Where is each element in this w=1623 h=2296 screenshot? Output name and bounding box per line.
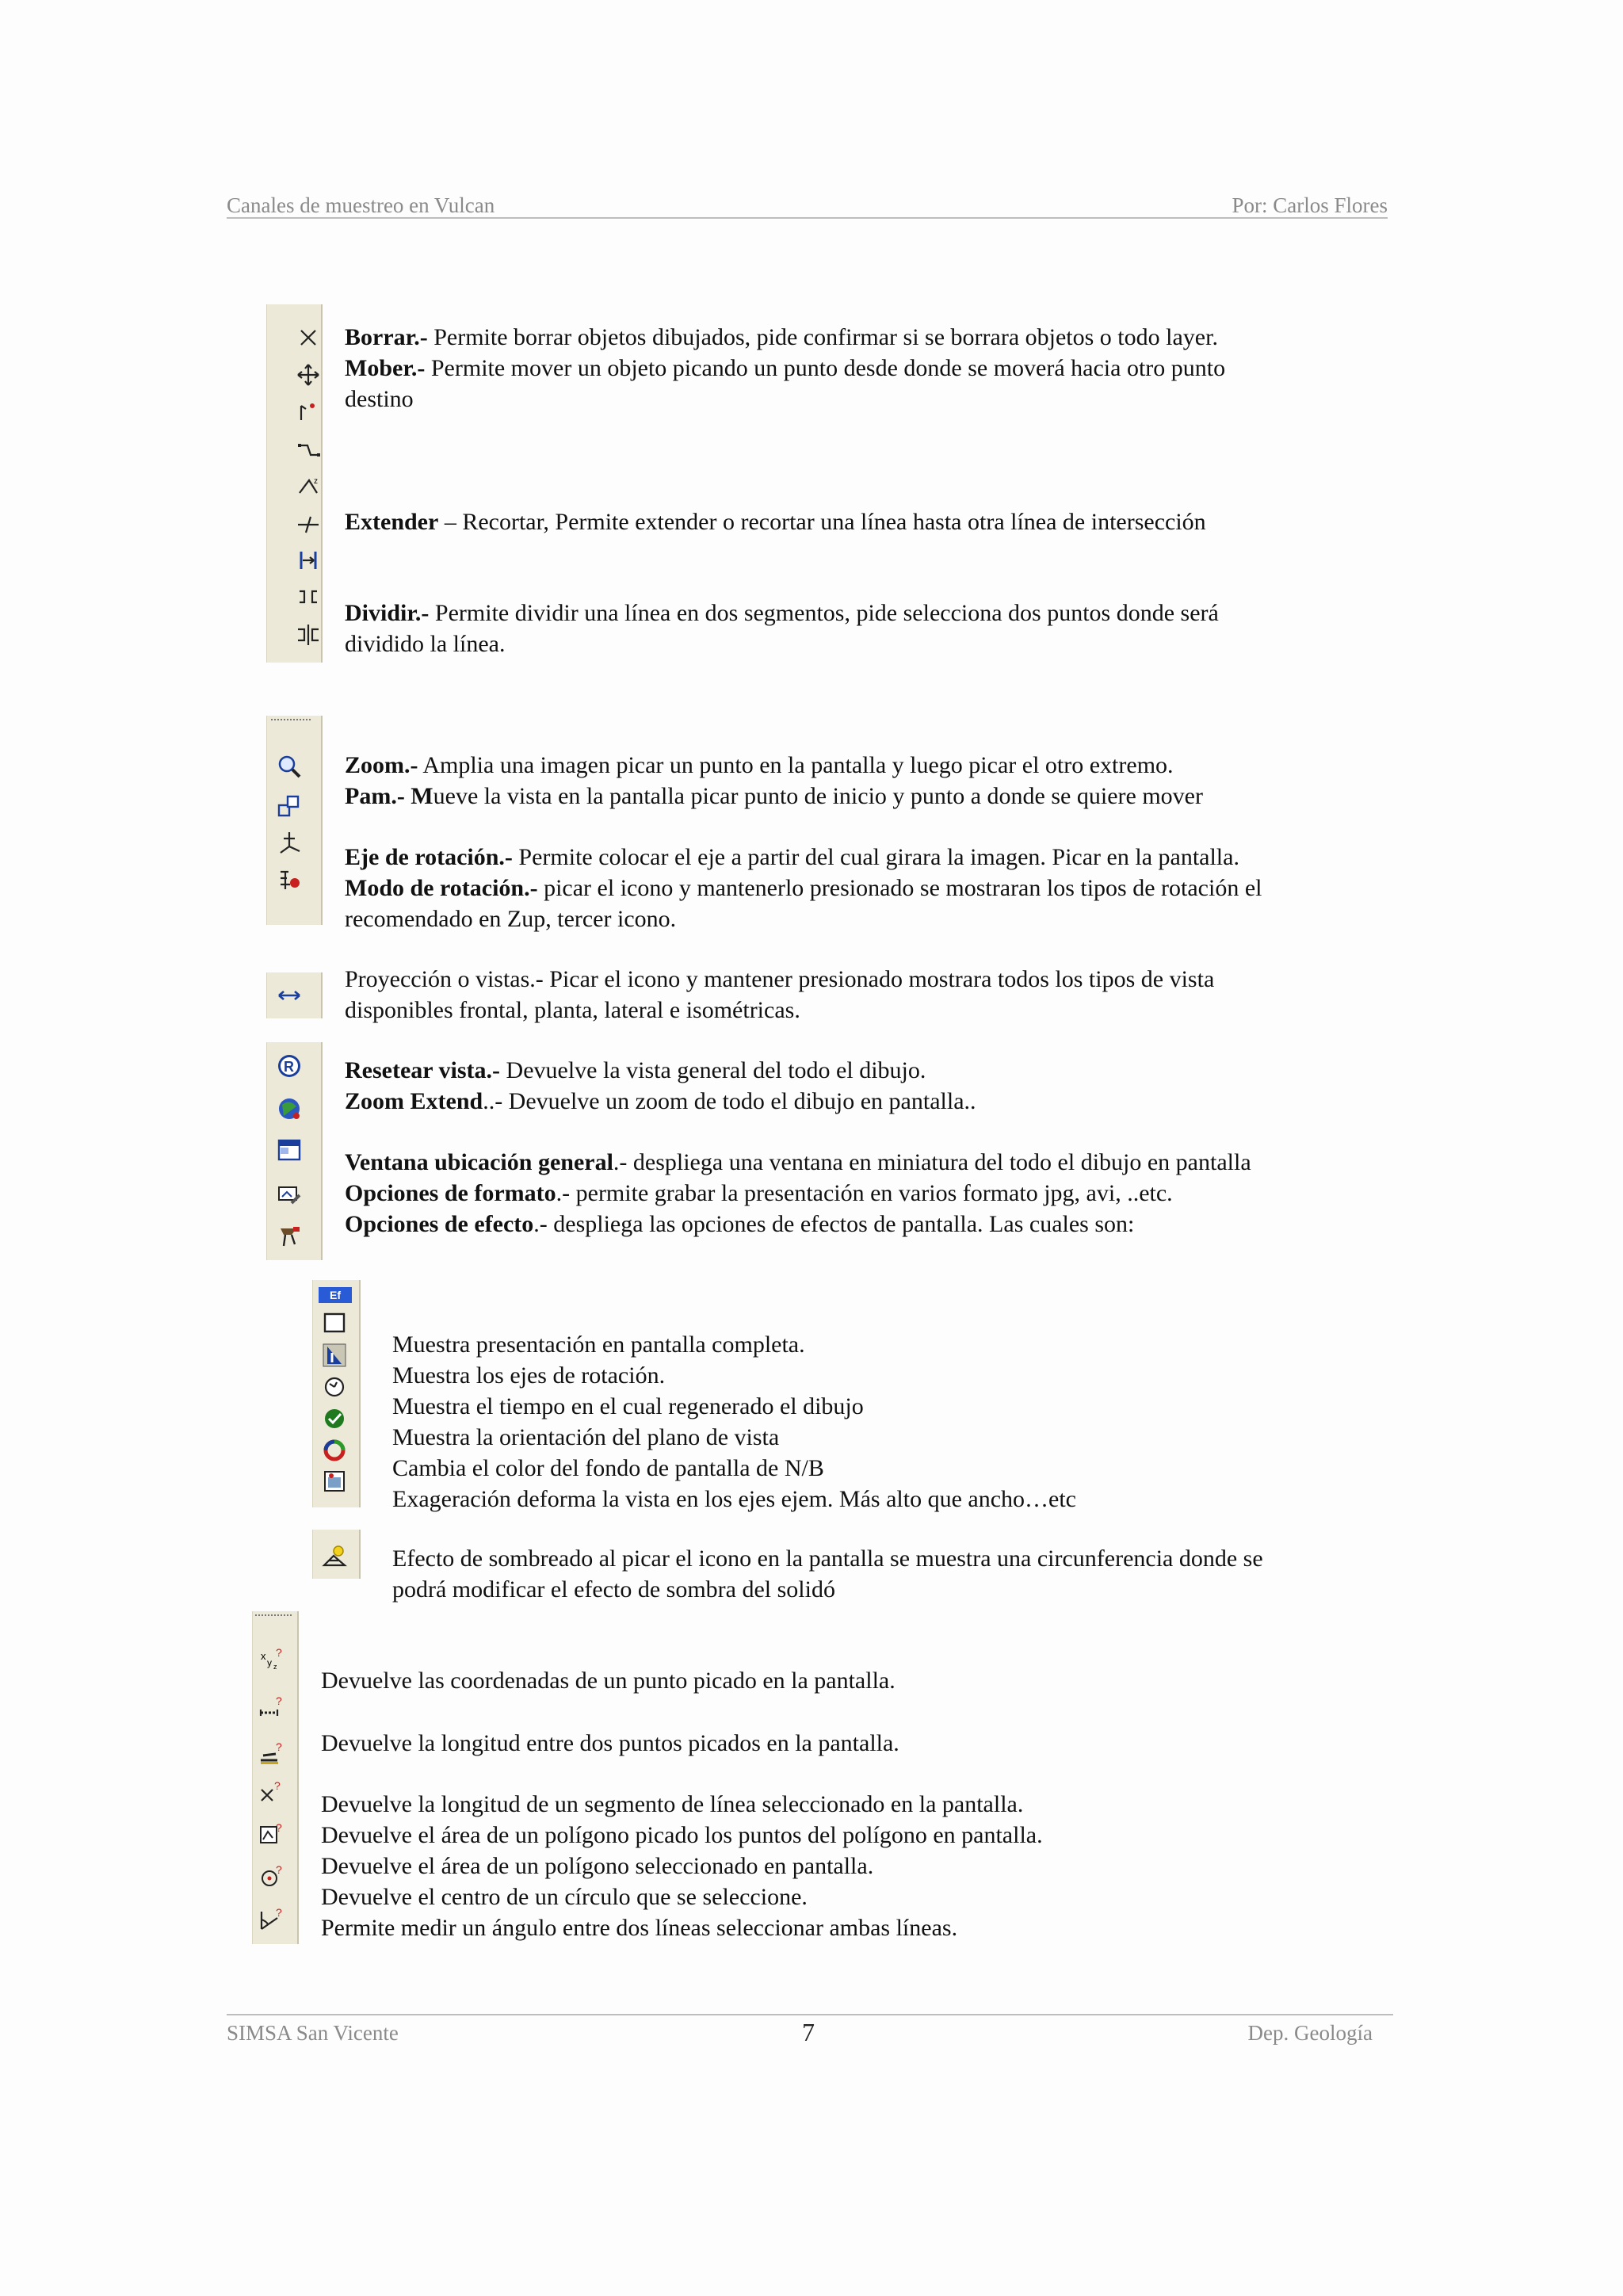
measure-line: Devuelve el centro de un círculo que se seleccione.: [321, 1884, 808, 1910]
shade-line: Efecto de sombreado al picar el icono en la pantalla se muestra una circunferencia donde se: [392, 1545, 1263, 1572]
extend-icon[interactable]: [295, 509, 322, 536]
edit-line: [345, 322, 1218, 353]
view-line: [345, 842, 1239, 873]
svg-text:?: ?: [276, 1906, 282, 1919]
segment-icon[interactable]: [295, 436, 322, 463]
footer-left: SIMSA San Vicente: [227, 2021, 399, 2045]
edit-line: [345, 598, 1219, 628]
break-icon[interactable]: [295, 583, 322, 610]
svg-text:?: ?: [276, 1863, 282, 1876]
reset-line: [345, 1178, 1173, 1209]
delete-icon[interactable]: [295, 324, 322, 351]
rotation-axis-icon[interactable]: [276, 829, 303, 856]
edit-description: Permite mover un objeto picando un punto desde donde se moverá hacia otro punto: [425, 355, 1226, 381]
reset-description: Devuelve la vista general del todo el dibujo.: [500, 1057, 926, 1083]
reset-line: [345, 1147, 1251, 1178]
svg-text:x: x: [261, 1650, 266, 1662]
measure-line: Permite medir un ángulo entre dos líneas seleccionar ambas líneas.: [321, 1915, 958, 1941]
measure-angle-icon[interactable]: [258, 1905, 285, 1932]
timer-icon[interactable]: [321, 1373, 348, 1400]
view-line: [345, 781, 1203, 812]
footer-rule: [227, 2014, 1393, 2015]
zoom-icon[interactable]: [276, 753, 303, 780]
reset-description: .- despliega una ventana en miniatura del todo el dibujo en pantalla: [613, 1149, 1251, 1175]
reset-term: Resetear vista.-: [345, 1057, 501, 1083]
effects-line: Muestra el tiempo en el cual regenerado el dibujo: [392, 1393, 864, 1419]
svg-text:?: ?: [276, 1740, 282, 1753]
view-line: [345, 904, 676, 934]
effects-line: Exageración deforma la vista en los ejes ejem. Más alto que ancho…etc: [392, 1486, 1076, 1512]
pan-icon[interactable]: [276, 793, 303, 819]
page-number: 7: [802, 2018, 815, 2046]
measure-line: Devuelve la longitud de un segmento de línea seleccionado en la pantalla.: [321, 1791, 1024, 1817]
edit-description: – Recortar, Permite extender o recortar una línea hasta otra línea de intersección: [438, 509, 1206, 535]
edit-line: [345, 506, 1206, 537]
move-icon[interactable]: [295, 361, 322, 388]
measure-line: Devuelve las coordenadas de un punto picado en la pantalla.: [321, 1668, 896, 1694]
orientation-icon[interactable]: [321, 1405, 348, 1432]
measure-line: Devuelve el área de un polígono seleccionado en pantalla.: [321, 1853, 874, 1879]
measure-toolbar-grip[interactable]: [255, 1614, 292, 1622]
svg-text:?: ?: [276, 1821, 282, 1834]
rotation-mode-icon[interactable]: [276, 867, 303, 894]
edit-term: Mober.-: [345, 355, 426, 381]
segment-length-icon[interactable]: [258, 1740, 285, 1767]
header-rule: [227, 217, 1388, 219]
edit-description: destino: [345, 386, 414, 412]
edit-description: Permite dividir una línea en dos segmentos, pide selecciona dos puntos donde será: [429, 600, 1219, 626]
measure-line: Devuelve la longitud entre dos puntos picados en la pantalla.: [321, 1730, 899, 1756]
reset-term: Opciones de efecto: [345, 1211, 534, 1237]
reset-term: Opciones de formato: [345, 1180, 556, 1206]
header-left: Canales de muestreo en Vulcan: [227, 193, 495, 217]
edit-description: Permite borrar objetos dibujados, pide confirmar si se borrara objetos o todo layer.: [427, 324, 1218, 350]
header-right: Por: Carlos Flores: [1232, 193, 1388, 217]
svg-text:z: z: [273, 1663, 277, 1671]
angle-edit-icon[interactable]: [295, 472, 322, 499]
view-term: Zoom.-: [345, 752, 418, 778]
exaggeration-icon[interactable]: [321, 1468, 348, 1495]
point-edit-icon[interactable]: [295, 398, 322, 425]
reset-description: .- permite grabar la presentación en varios formato jpg, avi, ..etc.: [556, 1180, 1173, 1206]
view-description: ueve la vista en la pantalla picar punto de inicio y punto a donde se quiere mover: [433, 783, 1203, 809]
projection-line: [345, 995, 800, 1026]
shading-icon[interactable]: [321, 1541, 348, 1568]
angle-query-icon[interactable]: [258, 1778, 285, 1805]
reset-term: Zoom Extend: [345, 1088, 483, 1114]
circle-center-icon[interactable]: [258, 1862, 285, 1889]
svg-text:z: z: [314, 477, 318, 486]
edit-line: [345, 384, 414, 415]
reset-line: [345, 1209, 1134, 1240]
view-term: Eje de rotación.-: [345, 844, 513, 870]
fullscreen-icon[interactable]: [321, 1309, 348, 1336]
svg-text:?: ?: [274, 1779, 281, 1792]
reset-term: Ventana ubicación general: [345, 1149, 613, 1175]
effects-line: Muestra la orientación del plano de vista: [392, 1424, 780, 1450]
projection-line: [345, 964, 1214, 995]
edit-term: Borrar.-: [345, 324, 428, 350]
svg-text:?: ?: [276, 1694, 282, 1707]
effects-line: Cambia el color del fondo de pantalla de N/B: [392, 1455, 824, 1481]
effect-options-icon[interactable]: [276, 1222, 303, 1249]
shade-line: podrá modificar el efecto de sombra del solidó: [392, 1576, 835, 1603]
reset-line: [345, 1086, 976, 1117]
reset-description: ..- Devuelve un zoom de todo el dibujo en pantalla..: [483, 1088, 976, 1114]
footer-right: Dep. Geología: [1247, 2021, 1373, 2045]
coordinates-icon[interactable]: [258, 1645, 285, 1672]
view-toolbar-grip[interactable]: [271, 719, 311, 727]
view-line: [345, 873, 1262, 904]
view-description: recomendado en Zup, tercer icono.: [345, 906, 677, 932]
edit-line: [345, 353, 1225, 384]
measure-line: Devuelve el área de un polígono picado los puntos del polígono en pantalla.: [321, 1822, 1043, 1848]
rotation-axes-icon[interactable]: [321, 1342, 348, 1369]
divide-icon[interactable]: [295, 621, 322, 648]
projection-icon[interactable]: [276, 982, 303, 1009]
view-term: Pam.- M: [345, 783, 433, 809]
view-description: Amplia una imagen picar un punto en la pantalla y luego picar el otro extremo.: [418, 752, 1174, 778]
edit-term: Extender: [345, 509, 439, 535]
effects-toolbar-title: Ef: [319, 1287, 352, 1303]
edit-term: Dividir.-: [345, 600, 430, 626]
effects-line: Muestra presentación en pantalla completa.: [392, 1331, 805, 1358]
view-line: [345, 750, 1174, 781]
effects-line: Muestra los ejes de rotación.: [392, 1362, 666, 1389]
reset-line: [345, 1055, 926, 1086]
view-term: Modo de rotación.-: [345, 875, 538, 901]
background-color-icon[interactable]: [321, 1437, 348, 1464]
svg-text:?: ?: [276, 1646, 282, 1659]
reset-view-icon[interactable]: [276, 1052, 303, 1079]
overview-window-icon[interactable]: [276, 1137, 303, 1163]
reset-description: .- despliega las opciones de efectos de pantalla. Las cuales son:: [533, 1211, 1135, 1237]
trim-icon[interactable]: [295, 547, 322, 574]
svg-text:y: y: [267, 1657, 272, 1668]
view-description: Permite colocar el eje a partir del cual girara la imagen. Picar en la pantalla.: [512, 844, 1239, 870]
edit-line: [345, 628, 505, 659]
svg-text:R: R: [284, 1059, 294, 1075]
view-description: picar el icono y mantenerlo presionado se mostraran los tipos de rotación el: [537, 875, 1262, 901]
projection-description: disponibles frontal, planta, lateral e isométricas.: [345, 997, 800, 1023]
polygon-area-icon[interactable]: [258, 1820, 285, 1847]
projection-description: Proyección o vistas.- Picar el icono y mantener presionado mostrara todos los tipos de vista: [345, 966, 1215, 992]
distance-icon[interactable]: [258, 1692, 285, 1719]
edit-description: dividido la línea.: [345, 631, 506, 657]
format-options-icon[interactable]: [276, 1181, 303, 1208]
zoom-extend-icon[interactable]: [276, 1095, 303, 1122]
